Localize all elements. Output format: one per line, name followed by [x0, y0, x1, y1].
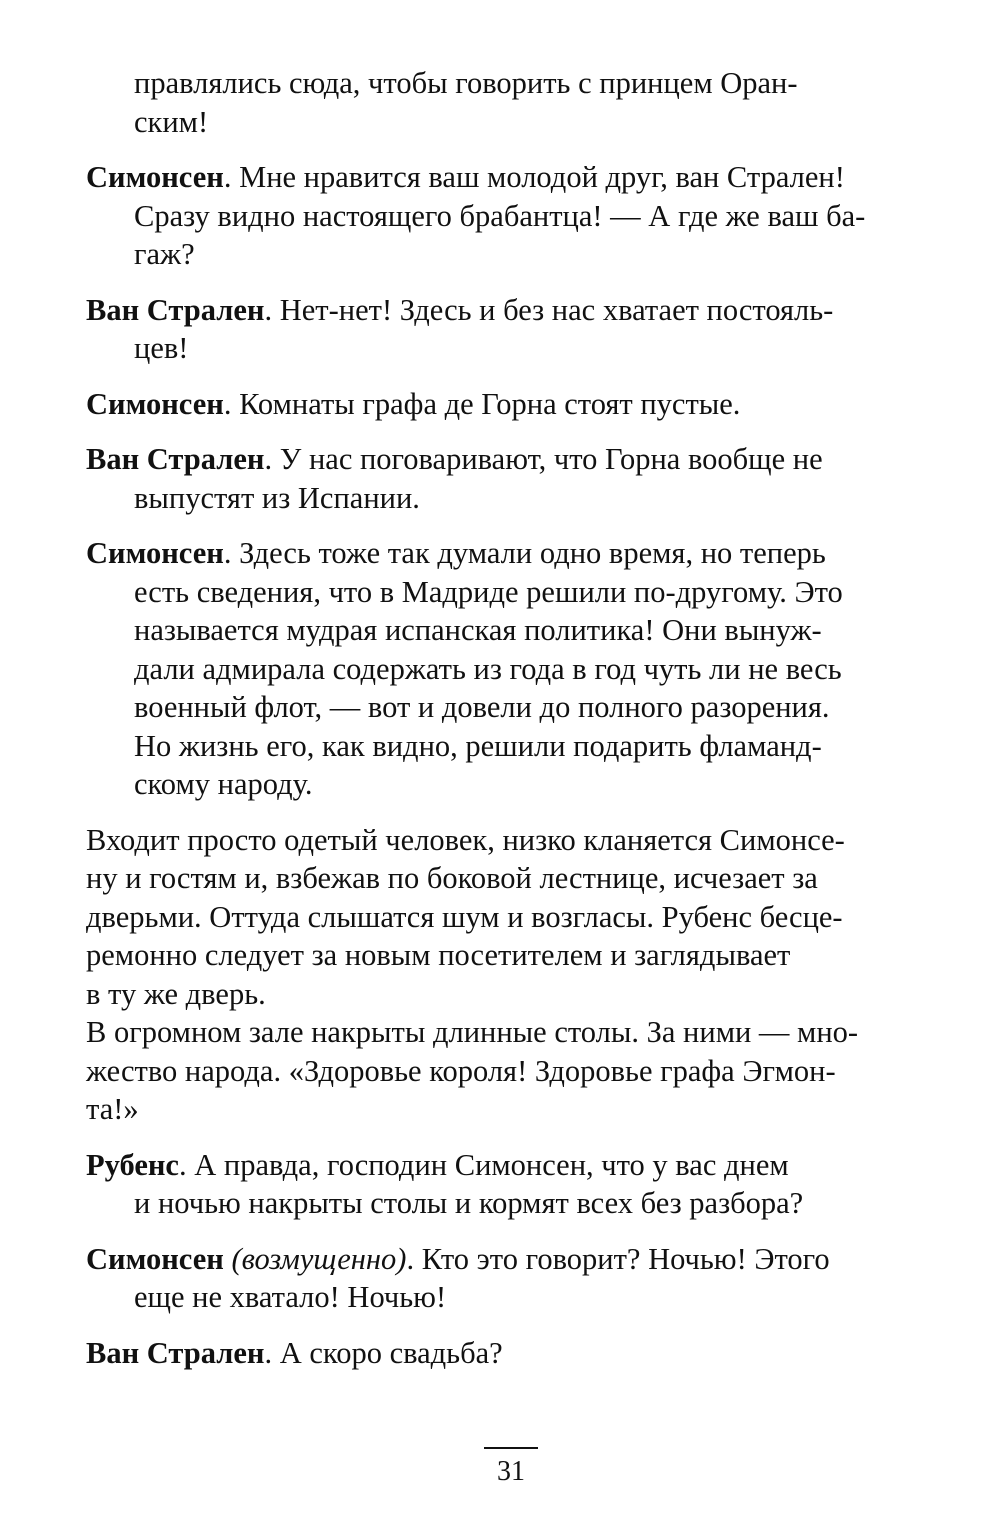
speech-6: [86, 1146, 932, 1223]
text-line: ну и гостям и, взбежав по боковой лестнице, исчезает за: [86, 861, 818, 895]
text-line: выпустят из Испании.: [134, 480, 420, 515]
speech-continuation: [86, 64, 932, 141]
speech-7: [86, 1240, 932, 1317]
speech-first-line: [86, 440, 932, 479]
speech-text: . Мне нравится ваш молодой друг, ван Стрален!: [223, 160, 845, 194]
speech-text: . А правда, господин Симонсен, что у вас днем: [178, 1147, 789, 1182]
text-line: правлялись сюда, чтобы говорить с принцем Оран-: [134, 66, 798, 100]
speech-text: . У нас поговаривают, что Горна вообще не: [264, 442, 823, 476]
text-line: в ту же дверь.: [86, 976, 266, 1011]
speaker-name: Симонсен: [86, 536, 224, 570]
speech-first-line: [86, 291, 932, 330]
speech-first-line: [86, 534, 932, 573]
speech-first-line: [86, 1146, 932, 1185]
text-line: дверьми. Оттуда слышатся шум и возгласы. Рубенс бесце-: [86, 899, 843, 934]
text-line: В огромном зале накрыты длинные столы. За ними — мно-: [86, 1015, 859, 1049]
speech-text: . Здесь тоже так думали одно время, но теперь: [223, 536, 826, 570]
speech-1: [86, 158, 932, 274]
text-line: Входит просто одетый человек, низко кланяется Симонсе-: [86, 822, 845, 857]
speaker-name: Ван Стрален: [86, 292, 265, 327]
text-line: ремонно следует за новым посетителем и заглядывает: [86, 938, 791, 972]
text-line: Сразу видно настоящего брабантца! — А где же ваш ба-: [134, 198, 866, 233]
speaker-name: Рубенс: [86, 1147, 179, 1182]
text-line: та!»: [86, 1092, 139, 1126]
speaker-name: Ван Стрален: [86, 1335, 265, 1370]
text-line: Но жизнь его, как видно, решили подарить фламанд-: [134, 728, 822, 763]
speech-text: . А скоро свадьба?: [264, 1335, 503, 1370]
speaker-name: Симонсен: [86, 160, 224, 194]
stage-direction: [86, 821, 932, 1129]
text-line: военный флот, — вот и довели до полного разорения.: [134, 690, 830, 724]
text-line: еще не хватало! Ночью!: [134, 1280, 447, 1314]
speech-3: [86, 385, 932, 424]
text-line: ским!: [134, 104, 209, 139]
speaker-name: Ван Стрален: [86, 442, 265, 476]
text-line: цев!: [134, 331, 189, 365]
speech-8: [86, 1334, 932, 1373]
page-number: 31: [484, 1447, 538, 1489]
text-line: дали адмирала содержать из года в год чуть ли не весь: [134, 651, 842, 686]
speech-text: . Кто это говорит? Ночью! Этого: [406, 1241, 830, 1276]
text-line: гаж?: [134, 237, 195, 271]
speech-first-line: [86, 158, 932, 197]
book-page: [86, 64, 932, 1389]
speech-4: [86, 440, 932, 517]
text-line: есть сведения, что в Мадриде решили по-другому. Это: [134, 574, 843, 609]
stage-remark: (возмущенно): [231, 1241, 407, 1276]
speaker-name: Симонсен: [86, 1241, 224, 1276]
speech-2: [86, 291, 932, 368]
speech-5: [86, 534, 932, 804]
text-line: жество народа. «Здоровье короля! Здоровье графа Эгмон-: [86, 1053, 836, 1088]
speech-first-line: [86, 1240, 932, 1279]
speech-text: . Комнаты графа де Горна стоят пустые.: [223, 386, 741, 421]
speech-text: . Нет-нет! Здесь и без нас хватает постояль-: [264, 292, 834, 327]
speech-first-line: [86, 1334, 932, 1373]
text-line: называется мудрая испанская политика! Они вынуж-: [134, 613, 822, 647]
speech-first-line: [86, 385, 932, 424]
text-line: и ночью накрыты столы и кормят всех без разбора?: [134, 1186, 804, 1220]
text-line: скому народу.: [134, 767, 313, 801]
speaker-name: Симонсен: [86, 386, 224, 421]
